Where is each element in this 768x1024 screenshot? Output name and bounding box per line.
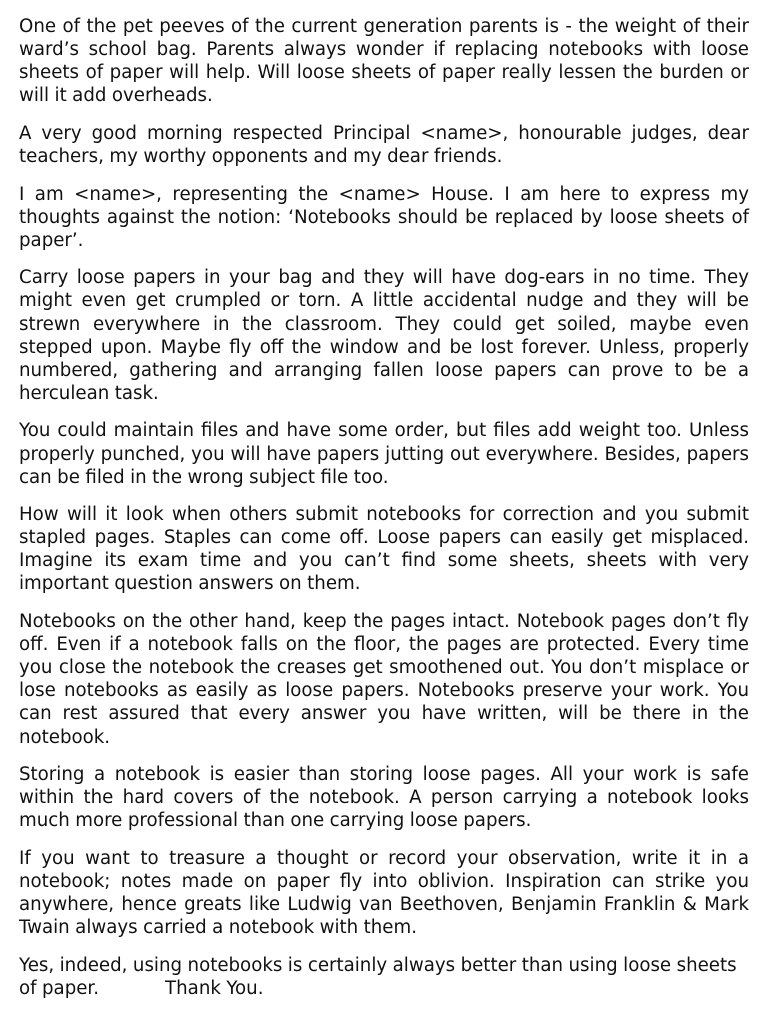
paragraph-storing: Storing a notebook is easier than storing loose pages. All your work is safe within the hard covers of the notebook. A person carrying a notebook looks much more professional than one carrying loose papers. (19, 764, 749, 832)
paragraph-closing (19, 954, 749, 1000)
paragraph-inspiration: If you want to treasure a thought or record your observation, write it in a notebook; notes made on paper fly into oblivion. Inspiration can strike you anywhere, hence greats like Ludwig van Beethoven, Benjamin Franklin & Mark Twain always carried a notebook with them. (19, 847, 749, 939)
closing-thanks: Thank You. (165, 977, 264, 999)
paragraph-greeting: A very good morning respected Principal <name>, honourable judges, dear teachers, my worthy opponents and my dear friends. (19, 122, 749, 167)
paragraph-stapled-pages: How will it look when others submit notebooks for correction and you submit stapled pages. Staples can come off. Loose papers can easily get misplaced. Imagine its exam time and you can’t find some sheets, sheets with very important question answers on them. (19, 504, 749, 595)
closing-statement: Yes, indeed, using notebooks is certainly always better than using loose sheets of paper. (19, 954, 737, 999)
paragraph-notebooks-intact: Notebooks on the other hand, keep the pages intact. Notebook pages don’t fly off. Even if a notebook falls on the floor, the pages are protected. Every time you close the notebook the creases get smoothened out. You don’t misplace or lose notebooks as easily as loose papers. Notebooks preserve your work. You can rest assured that every answer you have written, will be there in the notebook. (19, 611, 749, 748)
paragraph-loose-papers: Carry loose papers in your bag and they will have dog-ears in no time. They might even get crumpled or torn. A little accidental nudge and they will be strewn everywhere in the classroom. They could get soiled, maybe even stepped upon. Maybe fly off the window and be lost forever. Unless, properly numbered, gathering and arranging fallen loose papers can prove to be a herculean task. (19, 267, 749, 404)
paragraph-intro: One of the pet peeves of the current generation parents is - the weight of their ward’s school bag. Parents always wonder if replacing notebooks with loose sheets of paper will help. Will loose sheets of paper really lessen the burden or will it add overheads. (19, 16, 749, 107)
paragraph-introduction: I am <name>, representing the <name> House. I am here to express my thoughts against the notion: ‘Notebooks should be replaced by loose sheets of paper’. (19, 183, 749, 251)
paragraph-files: You could maintain files and have some order, but files add weight too. Unless properly punched, you will have papers jutting out everywhere. Besides, papers can be filed in the wrong subject file too. (19, 420, 749, 488)
